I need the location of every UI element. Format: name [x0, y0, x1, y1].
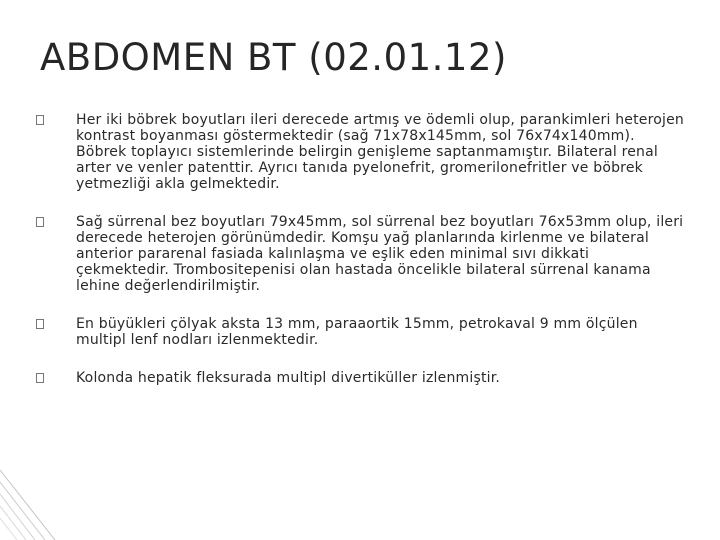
checkbox-square-icon [36, 373, 44, 383]
bullet-text: Her iki böbrek boyutları ileri derecede artmış ve ödemli olup, parankimleri heterojen kontrast boyanması göstermektedir (sağ 71x78x145mm, sol 76x74x140mm). Böbrek toplayıcı sistemlerinde belirgin genişleme saptanmamıştır. Bilateral renal arter ve venler patenttir. Ayrıcı tanıda pyelonefrit, gromerilonefritler ve böbrek yetmezliği akla gelmektedir. [76, 112, 684, 192]
bullet-item [36, 316, 686, 348]
bullet-item [36, 112, 686, 192]
checkbox-square-icon [36, 319, 44, 329]
slide-title: ABDOMEN BT (02.01.12) [40, 36, 507, 79]
deco-line [0, 494, 35, 540]
bullet-item [36, 214, 686, 294]
deco-line [0, 518, 17, 540]
checkbox-square-icon [36, 217, 44, 227]
bullet-item [36, 370, 686, 386]
deco-line [0, 482, 45, 540]
bullet-list [36, 112, 686, 408]
checkbox-square-icon [36, 115, 44, 125]
corner-decoration [0, 460, 60, 540]
bullet-text: Sağ sürrenal bez boyutları 79x45mm, sol sürrenal bez boyutları 76x53mm olup, ileri derecede heterojen görünümdedir. Komşu yağ planlarında kirlenme ve bilateral anterior pararenal fasiada kalınlaşma ve eşlik eden minimal sıvı dikkati çekmektedir. Trombositepenisi olan hastada öncelikle bilateral sürrenal kanama lehine değerlendirilmiştir. [76, 214, 684, 294]
bullet-text: Kolonda hepatik fleksurada multipl divertiküller izlenmiştir. [76, 370, 501, 386]
bullet-text: En büyükleri çölyak aksta 13 mm, paraaortik 15mm, petrokaval 9 mm ölçülen multipl lenf nodları izlenmektedir. [76, 316, 638, 348]
